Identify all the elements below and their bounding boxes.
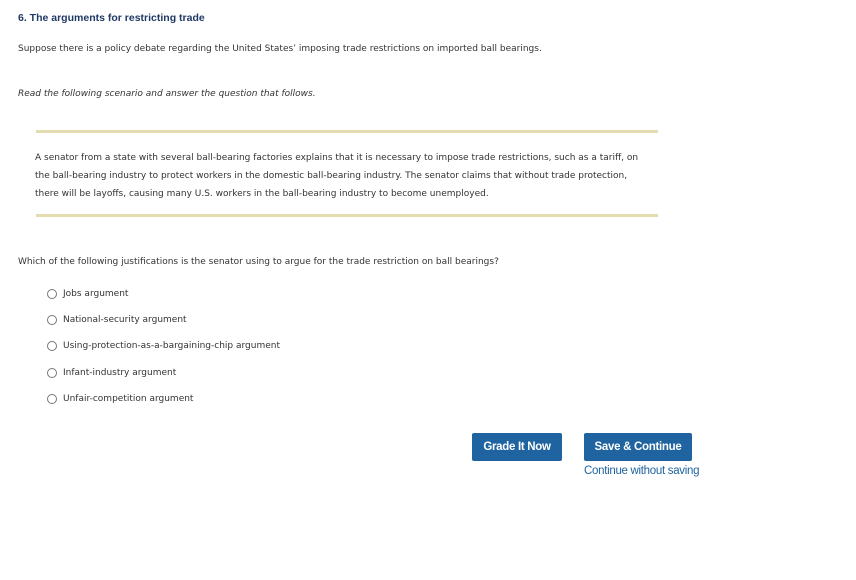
grade-it-now-button[interactable]: Grade It Now — [472, 433, 562, 461]
question-prompt: Which of the following justifications is the senator using to argue for the trade restriction on ball bearings? — [18, 257, 499, 267]
answer-option-national-security[interactable] — [47, 313, 280, 339]
radio-button[interactable] — [47, 368, 57, 378]
save-and-continue-button[interactable]: Save & Continue — [584, 433, 692, 461]
answer-option-jobs[interactable] — [47, 287, 280, 313]
answer-option-label: Using-protection-as-a-bargaining-chip argument — [63, 341, 280, 352]
question-instruction: Read the following scenario and answer the question that follows. — [18, 89, 316, 99]
radio-button[interactable] — [47, 341, 57, 351]
continue-without-saving-link[interactable]: Continue without saving — [584, 465, 700, 477]
answer-option-label: Unfair-competition argument — [63, 393, 194, 404]
answer-option-label: Infant-industry argument — [63, 367, 177, 378]
answer-option-infant-industry[interactable] — [47, 366, 280, 392]
scenario-text: A senator from a state with several ball-bearing factories explains that it is necessary to impose trade restrictions, such as a tariff, on the ball-bearing industry to protect workers in the domestic ball-bearing industry. The senator claims that without trade protection, there will be layoffs, causing many U.S. workers in the ball-bearing industry to become unemployed. — [35, 153, 639, 199]
scenario-bottom-divider — [36, 214, 658, 217]
answer-option-label: Jobs argument — [63, 289, 129, 300]
answer-option-label: National-security argument — [63, 315, 187, 326]
answer-options — [47, 287, 280, 418]
question-intro: Suppose there is a policy debate regarding the United States’ imposing trade restrictions on imported ball bearings. — [18, 44, 542, 54]
scenario-top-divider — [36, 130, 658, 133]
radio-button[interactable] — [47, 315, 57, 325]
answer-option-bargaining-chip[interactable] — [47, 339, 280, 365]
radio-button[interactable] — [47, 289, 57, 299]
answer-option-unfair-competition[interactable] — [47, 392, 280, 418]
radio-button[interactable] — [47, 394, 57, 404]
question-title: 6. The arguments for restricting trade — [18, 12, 205, 24]
